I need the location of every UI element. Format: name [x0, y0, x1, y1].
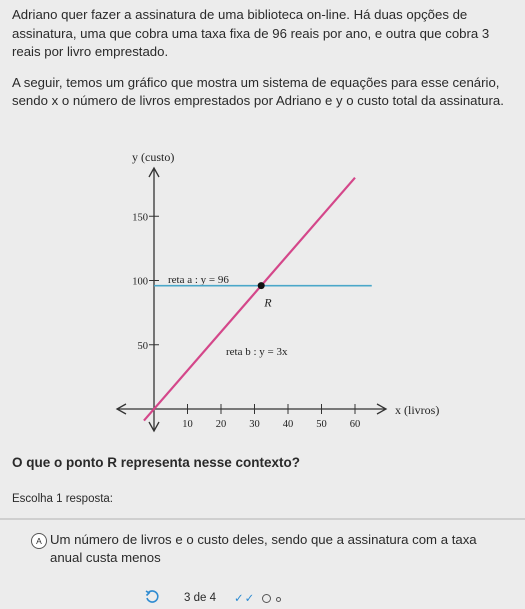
undo-icon[interactable] — [144, 589, 160, 605]
problem-intro — [12, 6, 517, 123]
system-of-equations-graph — [95, 146, 475, 446]
progress-counter: 3 de 4 — [184, 592, 216, 604]
question-text: O que o ponto R representa nesse contexto? — [12, 455, 301, 470]
intro-paragraph-1: Adriano quer fazer a assinatura de uma biblioteca on-line. Há duas opções de assinatura, uma que cobra uma taxa fixa de 96 reais por ano, e outra que cobra 3 reais por livro emprestado. — [12, 7, 490, 59]
check-icon: ✓✓ — [234, 593, 256, 605]
x-tick-label: 30 — [249, 419, 260, 430]
x-axis-label: x (livros) — [395, 403, 440, 417]
x-tick-label: 20 — [215, 419, 227, 430]
option-a-badge: A — [31, 533, 47, 549]
y-tick-label: 100 — [132, 276, 148, 288]
circle-icon — [262, 594, 271, 603]
small-circle-icon — [276, 597, 281, 602]
divider — [0, 518, 525, 520]
answer-instruction: Escolha 1 resposta: — [12, 493, 114, 505]
point-r-label: R — [264, 295, 272, 310]
y-axis-label: y (custo) — [132, 150, 175, 164]
series-line-b — [144, 178, 355, 421]
line-a-label: reta a : y = 96 — [168, 274, 229, 286]
x-tick-label: 50 — [316, 419, 327, 430]
x-tick-label: 60 — [349, 419, 361, 430]
x-tick-label: 10 — [182, 419, 193, 430]
point-r-marker — [258, 282, 265, 289]
line-b-label: reta b : y = 3x — [226, 346, 288, 358]
footer-bar — [0, 583, 525, 609]
x-tick-label: 40 — [282, 419, 294, 430]
y-tick-label: 50 — [137, 340, 148, 352]
y-tick-label: 150 — [132, 212, 148, 224]
option-a-text: Um número de livros e o custo deles, sendo que a assinatura com a taxa anual custa menos — [50, 532, 477, 565]
intro-paragraph-2: A seguir, temos um gráfico que mostra um sistema de equações para esse cenário, sendo x o número de livros emprestados por Adriano e y o custo total da assinatura. — [12, 74, 504, 108]
